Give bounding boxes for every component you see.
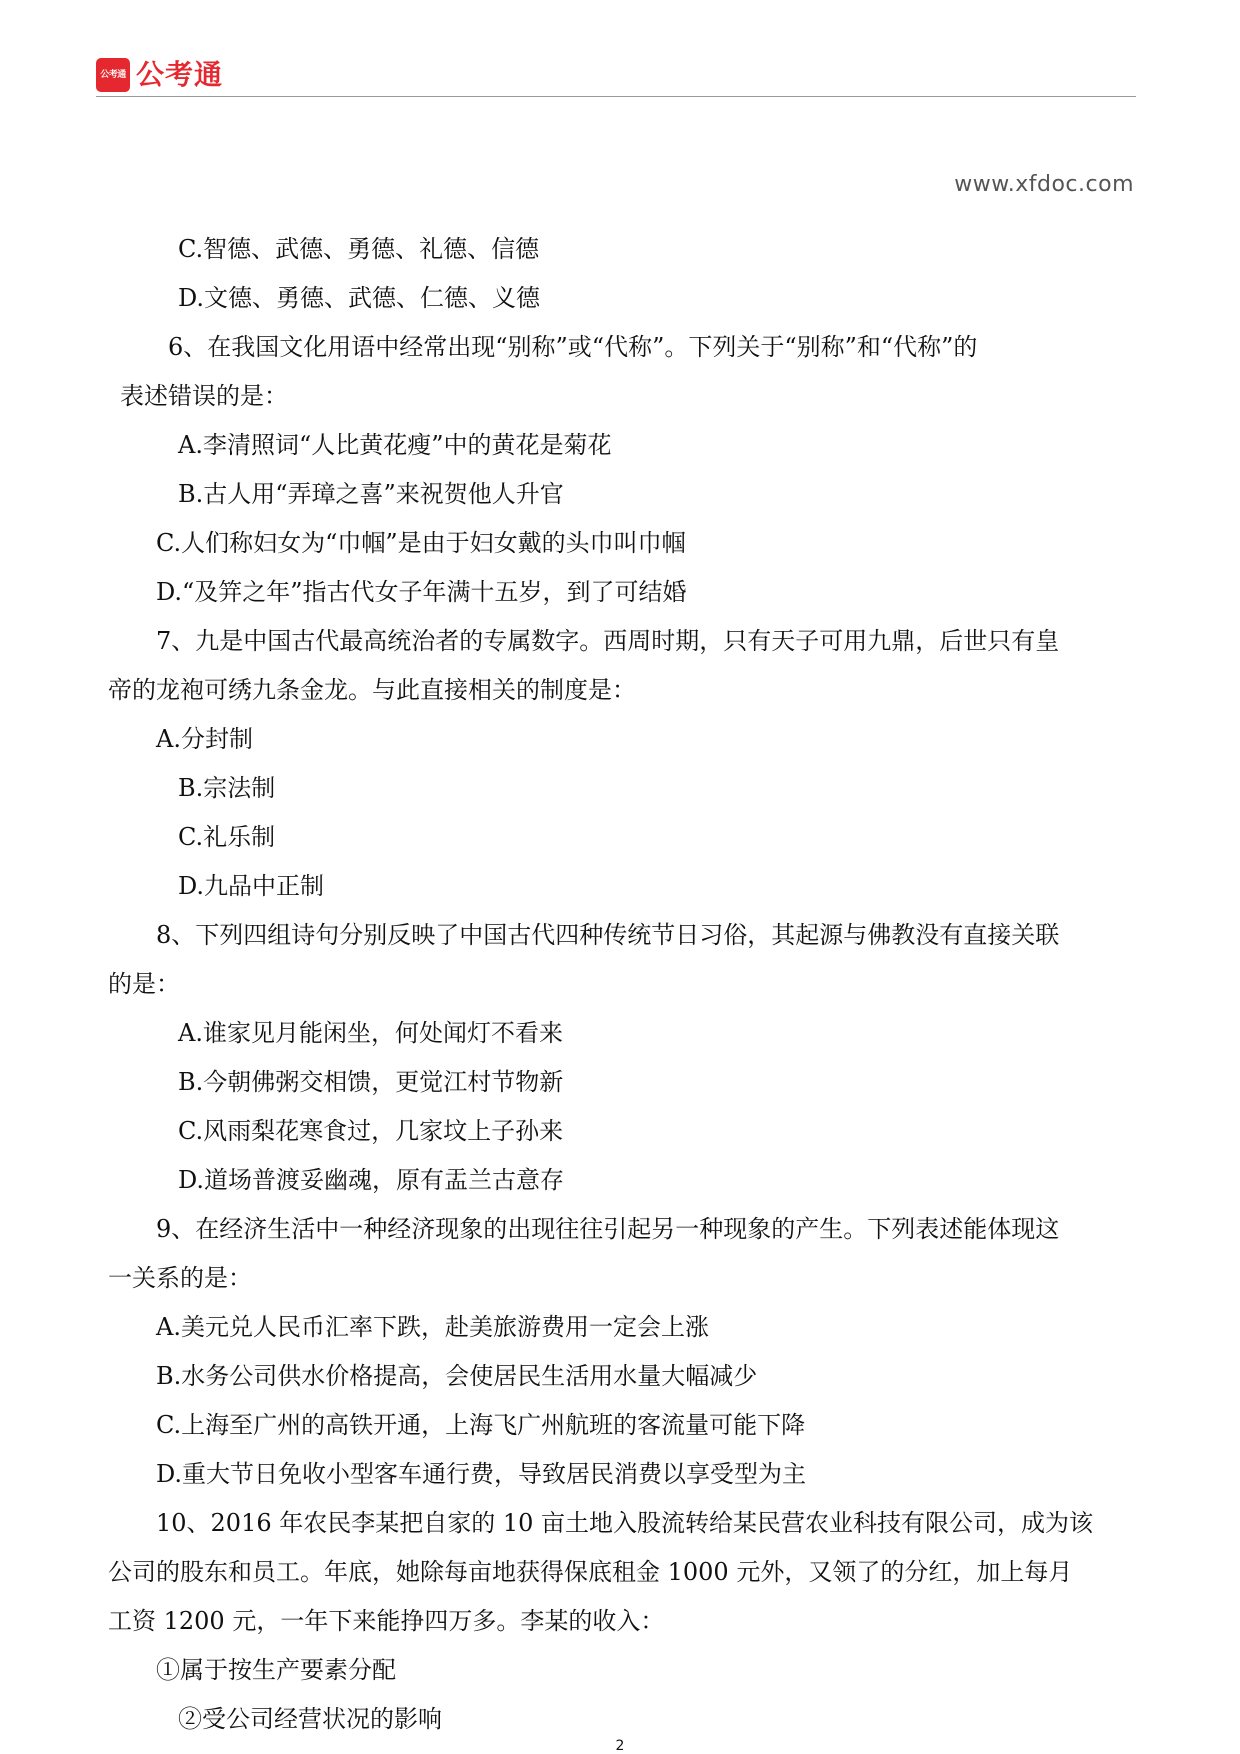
logo-text: 公考通 [136,58,224,91]
page-number: 2 [615,1738,625,1754]
question-line: 10、2016 年农民李某把自家的 10 亩土地入股流转给某民营农业科技有限公司，成为该 [156,1509,1094,1537]
option-line: D.九品中正制 [178,872,325,900]
question-line: 9、在经济生活中一种经济现象的出现往往引起另一种现象的产生。下列表述能体现这 [156,1215,1060,1243]
question-line: 的是： [108,970,180,998]
option-line: B.今朝佛粥交相馈，更觉江村节物新 [178,1068,564,1096]
option-line: B.水务公司供水价格提高，会使居民生活用水量大幅减少 [156,1362,758,1390]
option-line: D.重大节日免收小型客车通行费，导致居民消费以享受型为主 [156,1460,807,1488]
question-line: 公司的股东和员工。年底，她除每亩地获得保底租金 1000 元外，又领了的分红，加上每月 [108,1558,1073,1586]
option-line: A.分封制 [156,725,253,753]
option-line: D.道场普渡妥幽魂，原有盂兰古意存 [178,1166,565,1194]
option-line: C.智德、武德、勇德、礼德、信德 [178,235,540,263]
question-line: 帝的龙袍可绣九条金龙。与此直接相关的制度是： [108,676,636,704]
option-line: B.宗法制 [178,774,276,802]
option-line: C.人们称妇女为“巾帼”是由于妇女戴的头巾叫巾帼 [156,529,686,557]
option-line: D.“及笄之年”指古代女子年满十五岁，到了可结婚 [156,578,687,606]
option-line: ②受公司经营状况的影响 [178,1705,442,1733]
question-line: 工资 1200 元，一年下来能挣四万多。李某的收入： [108,1607,665,1635]
header-divider [96,96,1136,97]
option-line: C.风雨梨花寒食过，几家坟上子孙来 [178,1117,564,1145]
question-line: 6、在我国文化用语中经常出现“别称”或“代称”。下列关于“别称”和“代称”的 [168,333,978,361]
option-line: ①属于按生产要素分配 [156,1656,396,1684]
question-line: 7、九是中国古代最高统治者的专属数字。西周时期，只有天子可用九鼎，后世只有皇 [156,627,1060,655]
option-line: C.礼乐制 [178,823,276,851]
logo-badge: 公考通 [96,58,130,92]
question-line: 8、下列四组诗句分别反映了中国古代四种传统节日习俗，其起源与佛教没有直接关联 [156,921,1060,949]
option-line: D.文德、勇德、武德、仁德、义德 [178,284,541,312]
option-line: B.古人用“弄璋之喜”来祝贺他人升官 [178,480,564,508]
option-line: A.李清照词“人比黄花瘦”中的黄花是菊花 [178,431,612,459]
watermark-url: www.xfdoc.com [954,172,1134,197]
option-line: A.美元兑人民币汇率下跌，赴美旅游费用一定会上涨 [156,1313,709,1341]
question-line: 一关系的是： [108,1264,252,1292]
option-line: C.上海至广州的高铁开通，上海飞广州航班的客流量可能下降 [156,1411,806,1439]
question-line: 表述错误的是： [120,382,288,410]
header [96,56,1136,96]
option-line: A.谁家见月能闲坐，何处闻灯不看来 [178,1019,563,1047]
